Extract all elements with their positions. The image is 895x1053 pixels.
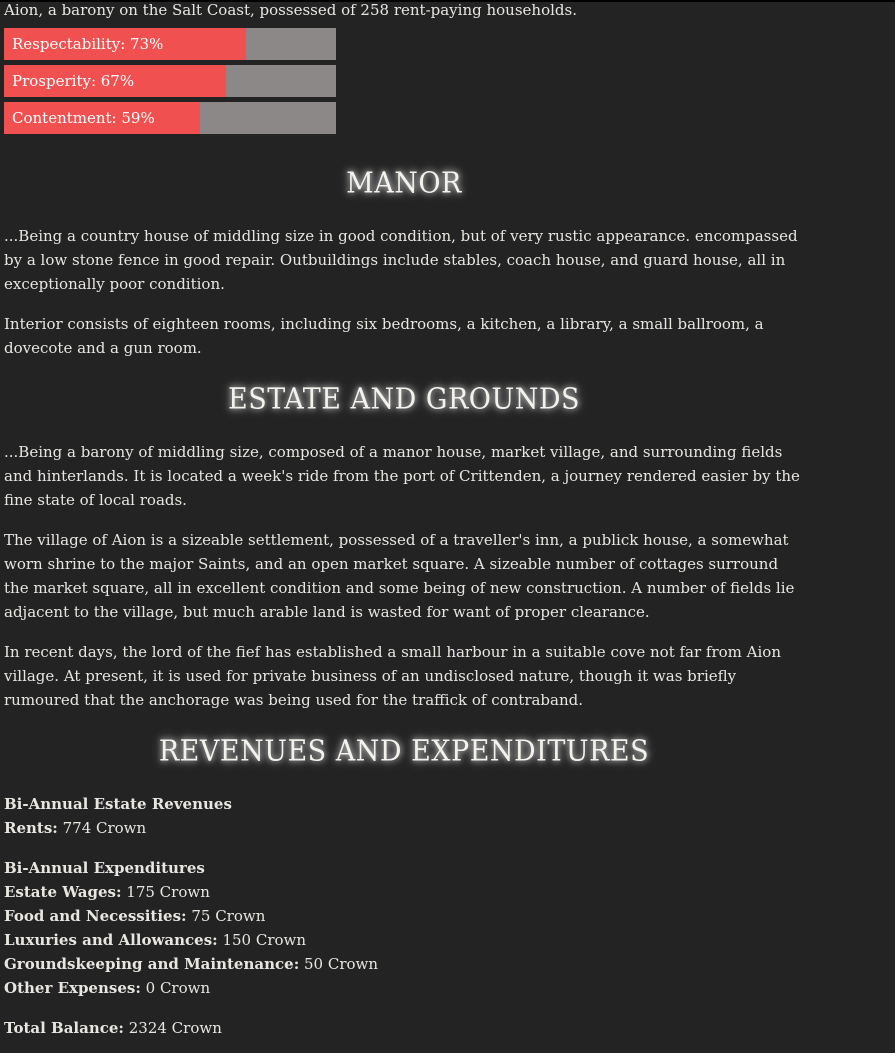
ledger-line [4, 816, 804, 840]
manor-paragraph: ...Being a country house of middling size in good condition, but of very rustic appearance. encompassed by a low stone fence in good repair. Outbuildings include stables, coach house, and guard house, all in exceptionally poor condition. [4, 227, 798, 293]
revenue-title: Bi-Annual Estate Revenues [4, 795, 232, 813]
stat-bar-label: Contentment: 59% [12, 109, 155, 127]
ledger-value: 0 Crown [145, 979, 211, 997]
ledger-label: Rents: [4, 819, 58, 837]
estate-paragraph: The village of Aion is a sizeable settlement, possessed of a traveller's inn, a publick house, a somewhat worn shrine to the major Saints, and an open market square. A sizeable number of cottages surround the market square, all in excellent condition and some being of new construction. A number of fields lie adjacent to the village, but much arable land is wasted for want of proper clearance. [4, 531, 795, 621]
stat-bar-respectability [4, 28, 336, 60]
stat-bars [4, 28, 804, 134]
stat-bar-prosperity [4, 65, 336, 97]
stat-bar-contentment [4, 102, 336, 134]
ledger-line [4, 976, 804, 1000]
ledger-line [4, 928, 804, 952]
ledger-line [4, 904, 804, 928]
ledger-value: 175 Crown [126, 883, 210, 901]
revenue-group [4, 792, 804, 840]
ledger-label: Groundskeeping and Maintenance: [4, 955, 300, 973]
fief-intro: Aion, a barony on the Salt Coast, possessed of 258 rent-paying households. [4, 1, 577, 19]
ledger-value: 75 Crown [191, 907, 266, 925]
expenditure-group [4, 856, 804, 1000]
total-value: 2324 Crown [128, 1019, 222, 1037]
expenditure-title: Bi-Annual Expenditures [4, 859, 205, 877]
ledger-value: 774 Crown [62, 819, 147, 837]
manor-heading: MANOR [346, 166, 462, 201]
estate-heading: ESTATE AND GROUNDS [228, 382, 580, 417]
ledger-label: Estate Wages: [4, 883, 122, 901]
estate-paragraph: ...Being a barony of middling size, composed of a manor house, market village, and surrounding fields and hinterlands. It is located a week's ride from the port of Crittenden, a journey rendered easier by the fine state of local roads. [4, 443, 800, 509]
ledger-line [4, 880, 804, 904]
revenues-heading: REVENUES AND EXPENDITURES [158, 734, 650, 769]
stat-bar-label: Prosperity: 67% [12, 72, 135, 90]
manor-paragraph: Interior consists of eighteen rooms, including six bedrooms, a kitchen, a library, a small ballroom, a dovecote and a gun room. [4, 315, 764, 357]
total-group [4, 1016, 804, 1040]
ledger-label: Other Expenses: [4, 979, 141, 997]
ledger-label: Luxuries and Allowances: [4, 931, 218, 949]
stat-bar-label: Respectability: 73% [12, 35, 164, 53]
estate-paragraph: In recent days, the lord of the fief has established a small harbour in a suitable cove not far from Aion village. At present, it is used for private business of an undisclosed nature, though it was briefly rumoured that the anchorage was being used for the traffick of contraband. [4, 643, 781, 709]
ledger-label: Food and Necessities: [4, 907, 187, 925]
fief-report [4, 0, 804, 1040]
total-label: Total Balance: [4, 1019, 124, 1037]
total-line [4, 1016, 804, 1040]
ledger-line [4, 952, 804, 976]
ledger-value: 50 Crown [304, 955, 379, 973]
ledger-value: 150 Crown [222, 931, 307, 949]
